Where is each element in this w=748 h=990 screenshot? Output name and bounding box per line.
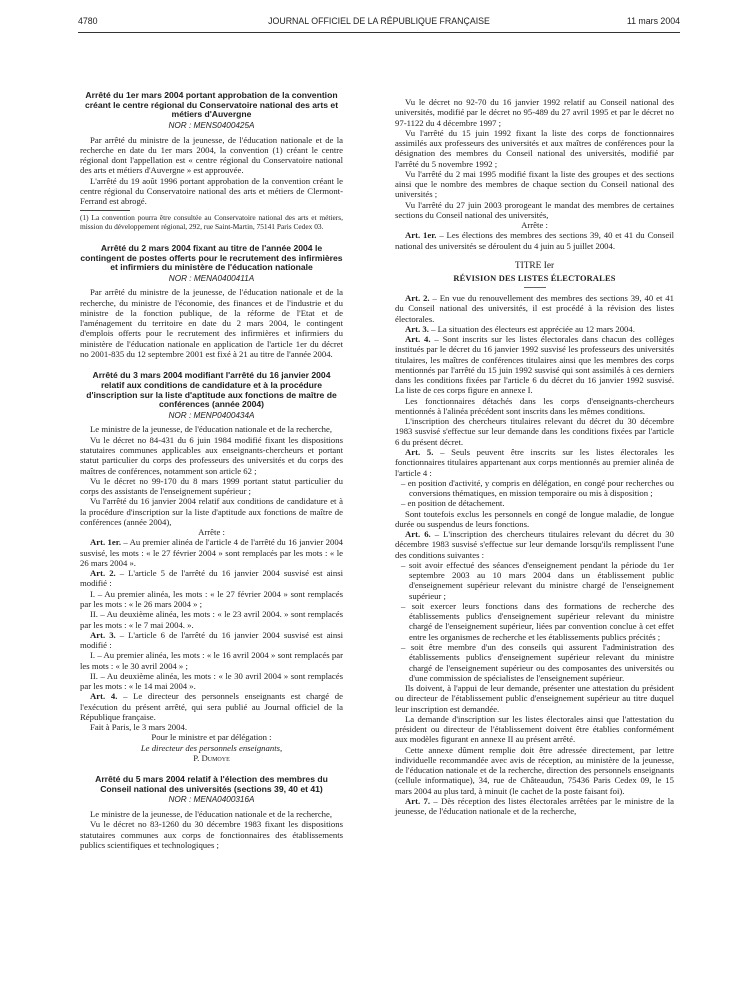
arrete-label: Arrête : [198,527,225,538]
page-header [78,16,680,30]
journal-title: JOURNAL OFFICIEL DE LA RÉPUBLIQUE FRANÇAISE [268,16,490,26]
paragraph: Vu l'arrêté du 27 juin 2003 prorogeant le mandat des membres de certaines sections du Conseil national des universités, [395,199,674,220]
nor-reference: NOR : MENA0400411A [168,273,255,283]
section-title: TITRE Ier [514,260,555,271]
paragraph: Les fonctionnaires détachés dans les corps d'enseignants-chercheurs mentionnés à l'alinéa précédent sont inscrits dans les mêmes conditions. [395,395,674,416]
article: Art. 1er. – Au premier alinéa de l'article 4 de l'arrêté du 16 janvier 2004 susvisé, les mots : « le 27 février 2004 » sont remplacés par les mots : « le 26 mars 2004 ». [80,537,344,568]
arrete-label: Arrête : [521,220,548,231]
paragraph: Ils doivent, à l'appui de leur demande, présenter une attestation du président ou directeur de l'établissement public d'enseignement supérieur au titre duquel leur inscription est demandée. [395,683,674,714]
paragraph: L'inscription des chercheurs titulaires relevant du décret du 30 décembre 1983 susvisé s'effectue sur leur demande dans les conditions fixées par l'article 6 du présent décret. [395,416,674,447]
page-number: 4780 [78,16,98,26]
paragraph: Vu le décret no 83-1260 du 30 décembre 1983 fixant les dispositions statutaires communes aux corps de fonctionnaires des établissements publics scientifiques et technologiques ; [80,819,343,850]
footnote: (1) La convention pourra être consultée au Conservatoire national des arts et métiers, mission du développement régional, 292, rue Saint-Martin, 75141 Paris Cedex 03. [80,213,343,232]
article: Art. 2. – L'article 5 de l'arrêté du 16 janvier 2004 susvisé est ainsi modifié : [80,568,343,589]
left-column [80,91,343,850]
paragraph: Vu le décret no 99-170 du 8 mars 1999 portant statut particulier du corps des assistants de l'enseignement supérieur ; [80,475,343,497]
article: Art. 3. – La situation des électeurs est appréciée au 12 mars 2004. [405,323,635,334]
paragraph: Vu l'arrêté du 2 mai 1995 modifié fixant la liste des groupes et des sections ainsi que le nombre des membres de chaque section du Conseil national des universités ; [395,168,674,200]
nor-reference: NOR : MENS0400425A [168,120,255,130]
list-item: – en position d'activité, y compris en délégation, en congé pour recherches ou conversions thématiques, en mission temporaire ou mis à disposition ; [401,477,674,499]
signature-line: Pour le ministre et par délégation : [151,732,272,743]
date-place: Fait à Paris, le 3 mars 2004. [90,722,187,733]
list-item: – soit être membre d'un des conseils qui assurent l'administration des établissements publics d'enseignement supérieur relevant du ministre chargé de l'enseignement supérieur ou des composantes des universités ou d'une commission de spécialistes de l'enseignement supérieur. [401,642,674,683]
signatory: P. Dumoye [193,752,230,763]
signature-title: Le directeur des personnels enseignants, [140,742,283,753]
paragraph: Par arrêté du ministre de la jeunesse, de l'éducation nationale et de la recherche, du ministre de l'économie, des finances et de l'industrie et du ministre de la fonction publique, de la réforme de l'Etat et de l'aménagement du territoire en date du 2 mars 2004, le contingent d'emplois offerts pour le recrutement des infirmières et infirmiers du ministère de l'éducation nationale en application de l'article 1er du décret no 2001-835 du 12 septembre 2001 est fixé à 21 au titre de l'année 2004. [80,287,343,360]
paragraph: I. – Au premier alinéa, les mots : « le 16 avril 2004 » sont remplacés par les mots : « le 30 avril 2004 » ; [80,650,343,671]
right-column [395,97,674,817]
footnote-separator [80,210,130,211]
list-item: – soit exercer leurs fonctions dans des formations de recherche des établissements publics d'enseignement supérieur relevant du ministre chargé de l'enseignement supérieur, liées par convention conclue à cet effet entre les organismes de recherche et les établissements publics précités ; [401,600,674,642]
nor-reference: NOR : MENP0400434A [168,410,255,420]
issue-date: 11 mars 2004 [626,16,680,26]
paragraph: L'arrêté du 19 août 1996 portant approbation de la convention créant le centre régional du Conservatoire national des arts et métiers de Clermont-Ferrand est abrogé. [80,175,343,207]
paragraph: Cette annexe dûment remplie doit être adressée directement, par lettre individuelle recommandée avec avis de réception, au ministère de la jeunesse, de l'éducation nationale et de la recherche, direction des personnels enseignants (cellule informatique), 34, rue de Châteaudun, 75436 Paris Cedex 09, le 15 mars 2004 au plus tard, à minuit (le cachet de la poste faisant foi). [395,744,674,796]
paragraph: Vu le décret no 84-431 du 6 juin 1984 modifié fixant les dispositions statutaires communes applicables aux enseignants-chercheurs et portant statut particulier du corps des professeurs des universités et du corps des maîtres de conférences, notamment son article 62 ; [80,434,343,476]
header-rule [78,32,680,33]
paragraph: Sont toutefois exclus les personnels en congé de longue maladie, de longue durée ou suspendus de leurs fonctions. [395,508,674,529]
paragraph: II. – Au deuxième alinéa, les mots : « le 30 avril 2004 » sont remplacés par les mots : « le 14 mai 2004 ». [80,670,343,692]
article: Art. 2. – En vue du renouvellement des membres des sections 39, 40 et 41 du Conseil national des universités, il est procédé à la révision des listes électorales. [395,292,674,324]
paragraph: I. – Au premier alinéa, les mots : « le 27 février 2004 » sont remplacés par les mots : « le 26 mars 2004 » ; [80,588,343,609]
article: Art. 1er. – Les élections des membres des sections 39, 40 et 41 du Conseil national des universités se déroulent du 4 juin au 5 juillet 2004. [395,230,675,251]
decree-title: Arrêté du 2 mars 2004 fixant au titre de l'année 2004 le contingent de postes offerts pour le recrutement des infirmières et infirmiers du ministère de l'éducation nationale [80,242,343,273]
decree-title: Arrêté du 1er mars 2004 portant approbation de la convention créant le centre régional du Conservatoire national des arts et métiers d'Auvergne [84,90,339,120]
subtitle-rule [524,287,546,288]
paragraph: Par arrêté du ministre de la jeunesse, de l'éducation nationale et de la recherche en date du 1er mars 2004, la convention (1) créant le centre régional dont l'appellation est « centre régional du Conservatoire national des arts et métiers d'Auvergne » est approuvée. [80,134,343,176]
paragraph: Le ministre de la jeunesse, de l'éducation nationale et de la recherche, [90,809,333,820]
article: Art. 5. – Seuls peuvent être inscrits sur les listes électorales les fonctionnaires titulaires appartenant aux corps mentionnés au premier alinéa de l'article 4 : [395,446,674,478]
list-item: – soit avoir effectué des séances d'enseignement pendant la période du 1er septembre 2003 au 10 mars 2004 dans un établissement public d'enseignement supérieur relevant du ministre chargé de l'enseignement supérieur ; [401,559,674,601]
paragraph: Vu l'arrêté du 15 juin 1992 fixant la liste des corps de fonctionnaires assimilés aux professeurs des universités et aux maîtres de conférences pour la désignation des membres du Conseil national des universités, modifié par l'arrêté du 5 novembre 1992 ; [395,127,674,169]
paragraph: Le ministre de la jeunesse, de l'éducation nationale et de la recherche, [90,424,333,435]
nor-reference: NOR : MENA0400316A [168,795,255,805]
article: Art. 7. – Dès réception des listes électorales arrêtées par le ministre de la jeunesse, de l'éducation nationale et de la recherche, [395,796,674,817]
paragraph: Vu le décret no 92-70 du 16 janvier 1992 relatif au Conseil national des universités, modifié par le décret no 95-489 du 27 avril 1995 et par le décret no 97-1122 du 4 décembre 1997 ; [395,97,674,128]
article: Art. 3. – L'article 6 de l'arrêté du 16 janvier 2004 susvisé est ainsi modifié : [80,629,343,651]
section-subtitle: RÉVISION DES LISTES ÉLECTORALES [453,274,616,284]
paragraph: La demande d'inscription sur les listes électorales ainsi que l'attestation du président ou directeur de l'établissement doivent être établies conformément aux modèles figurant en annexe II au présent arrêté. [395,713,674,745]
decree-title: Arrêté du 5 mars 2004 relatif à l'élection des membres du Conseil national des universités (sections 39, 40 et 41) [95,774,328,794]
list-item: – en position de détachement. [401,498,505,509]
decree-title: Arrêté du 3 mars 2004 modifiant l'arrêté du 16 janvier 2004 relatif aux conditions de candidature et à la procédure d'inscription sur la liste d'aptitude aux fonctions de maître de conférences (année 2004) [86,370,337,410]
paragraph: II. – Au deuxième alinéa, les mots : « le 23 avril 2004. » sont remplacés par les mots : « le 7 mai 2004. ». [80,609,343,630]
paragraph: Vu l'arrêté du 16 janvier 2004 relatif aux conditions de candidature et à la procédure d'inscription sur la liste d'aptitude aux fonctions de maître de conférences (année 2004), [80,496,343,527]
article: Art. 4. – Sont inscrits sur les listes électorales dans chacun des collèges institués par le décret du 16 janvier 1992 susvisé les professeurs des universités titulaires, les maîtres de conférences titulaires ainsi que les membres des corps mentionnés par l'arrêté du 15 juin 1992 susvisé qui sont assimilés à ces derniers dans les conditions fixées par l'article 6 du décret du 16 janvier 1992 susvisé. La liste de ces corps figure en annexe I. [395,334,674,396]
article: Art. 6. – L'inscription des chercheurs titulaires relevant du décret du 30 décembre 1983 susvisé s'effectue sur leur demande lorsqu'ils remplissent l'une des conditions suivantes : [395,529,674,560]
article: Art. 4. – Le directeur des personnels enseignants est chargé de l'exécution du présent arrêté, qui sera publié au Journal officiel de la République française. [80,691,343,722]
